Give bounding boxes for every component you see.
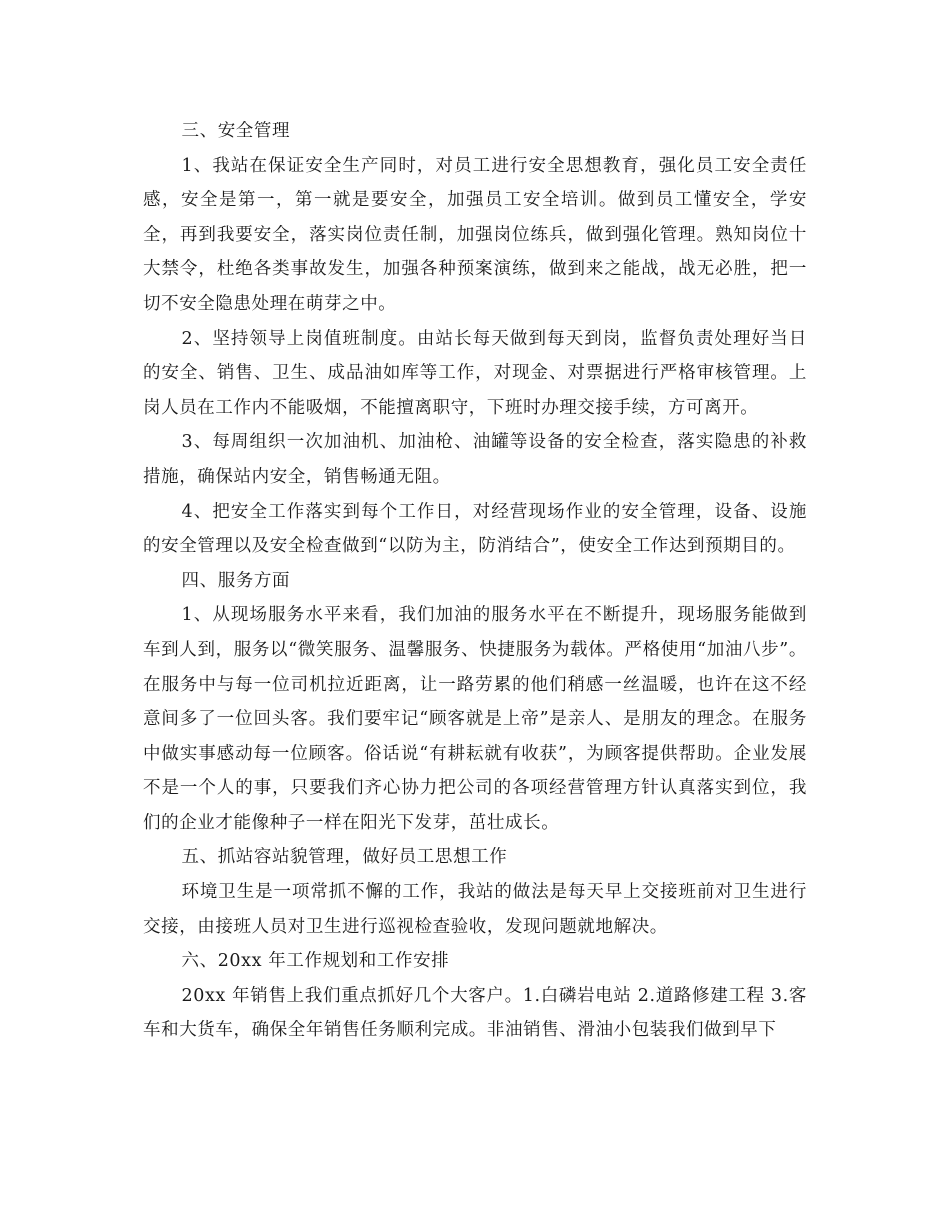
paragraph-safety-3: 3、每周组织一次加油机、加油枪、油罐等设备的安全检查，落实隐患的补救措施，确保站内安全，销售畅通无阻。 — [143, 432, 807, 487]
section-heading-safety: 三、安全管理 — [181, 121, 291, 141]
paragraph-safety-4: 4、把安全工作落实到每个工作日，对经营现场作业的安全管理，设备、设施的安全管理以及安全检查做到“以防为主，防消结合”，使安全工作达到预期目的。 — [143, 501, 807, 557]
section-heading-service: 四、服务方面 — [181, 570, 291, 591]
section-heading-station-management: 五、抓站容站貌管理，做好员工思想工作 — [181, 847, 508, 868]
paragraph-service-1: 1、从现场服务水平来看，我们加油的服务水平在不断提升，现场服务能做到车到人到，服务以“微笑服务、温馨服务、快捷服务为载体。严格使用“加油八步”。在服务中与每一位司机拉近距离，让一路劳累的他们稍感一丝温暖，也许在这不经意间多了一位回头客。我们要牢记“顾客就是上帝”是亲人、是朋友的理念。在服务中做实事感动每一位顾客。俗话说“有耕耘就有收获”，为顾客提供帮助。企业发展不是一个人的事，只要我们齐心协力把公司的各项经营管理方针认真落实到位，我们的企业才能像种子一样在阳光下发芽，茁壮成长。 — [143, 605, 807, 833]
paragraph-safety-2: 2、坚持领导上岗值班制度。由站长每天做到每天到岗，监督负责处理好当日的安全、销售、卫生、成品油如库等工作，对现金、对票据进行严格审核管理。上岗人员在工作内不能吸烟，不能擅离职守，下班时办理交接手续，方可离开。 — [143, 328, 807, 418]
section-heading-work-plan: 六、20xx 年工作规划和工作安排 — [181, 951, 450, 972]
document-body — [143, 114, 807, 1048]
paragraph-environment: 环境卫生是一项常抓不懈的工作，我站的做法是每天早上交接班前对卫生进行交接，由接班人员对卫生进行巡视检查验收，发现问题就地解决。 — [143, 882, 807, 937]
paragraph-work-plan: 20xx 年销售上我们重点抓好几个大客户。1.白磷岩电站 2.道路修建工程 3.客车和大货车，确保全年销售任务顺利完成。非油销售、滑油小包装我们做到早下 — [143, 985, 807, 1041]
paragraph-safety-1: 1、我站在保证安全生产同时，对员工进行安全思想教育，强化员工安全责任感，安全是第一，第一就是要安全，加强员工安全培训。做到员工懂安全，学安全，再到我要安全，落实岗位责任制，加强岗位练兵，做到强化管理。熟知岗位十大禁令，杜绝各类事故发生，加强各种预案演练，做到来之能战，战无必胜，把一切不安全隐患处理在萌芽之中。 — [143, 155, 807, 314]
